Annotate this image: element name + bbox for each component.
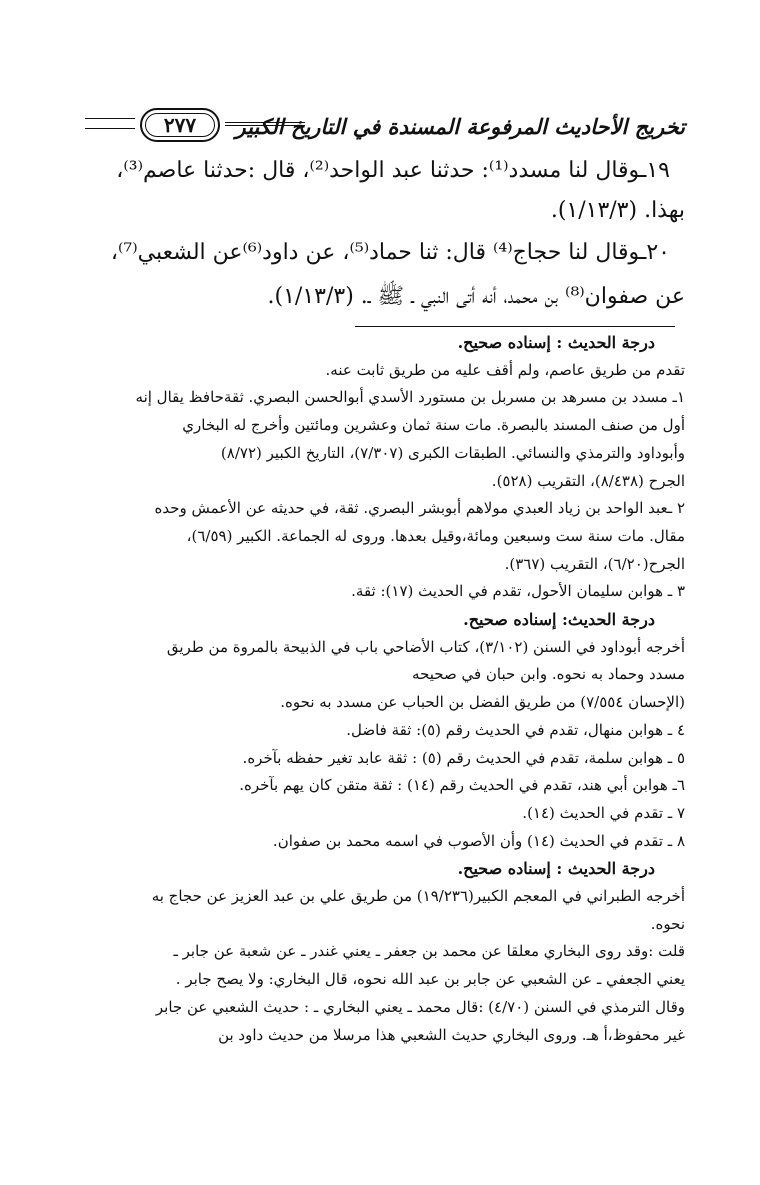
footnote-line: وأبوداود والترمذي والنسائي. الطبقات الكبرى (٧/٣٠٧)، التاريخ الكبير (٨/٧٢) bbox=[220, 443, 685, 462]
footnote-line: ٧ ـ تقدم في الحديث (١٤). bbox=[522, 803, 685, 822]
footnote-line: ٣ ـ هوابن سليمان الأحول، تقدم في الحديث (١٧): ثقة. bbox=[351, 582, 685, 601]
footnote-heading: درجة الحديث : إسناده صحيح. bbox=[457, 859, 655, 879]
footnote-line: ٥ ـ هوابن سلمة، تقدم في الحديث رقم (٥) : ثقة عابد تغير حفظه بآخره. bbox=[242, 748, 685, 767]
footnote-line: مقال. مات سنة ست وسبعين ومائة،وقيل بعدها. وروى له الجماعة. الكبير (٦/٥٩)، bbox=[186, 526, 685, 545]
footnote-line: أخرجه الطبراني في المعجم الكبير(١٩/٢٣٦) من طريق علي بن عبد العزيز عن حجاج به bbox=[151, 887, 685, 905]
footnote-line: الجرح(٦/٢٠)، التقريب (٣٦٧). bbox=[504, 554, 685, 573]
footnote-line: ٦ـ هوابن أبي هند، تقدم في الحديث رقم (١٤) : ثقة متقن كان يهم بآخره. bbox=[239, 776, 685, 795]
footnote-line: (الإحسان ٧/٥٥٤) من طريق الفضل بن الحباب عن مسدد به نحوه. bbox=[280, 693, 685, 712]
page-number: ٢٧٧ bbox=[163, 113, 197, 137]
footnote-line: الجرح (٨/٤٣٨)، التقريب (٥٢٨). bbox=[491, 471, 685, 490]
header-rule-left-top bbox=[85, 118, 135, 119]
footnote-line: تقدم من طريق عاصم، ولم أقف عليه من طريق ثابت عنه. bbox=[325, 360, 685, 379]
footnote-line: مسدد وحماد به نحوه. وابن حبان في صحيحه bbox=[412, 665, 685, 684]
footnote-separator bbox=[355, 326, 675, 327]
footnote-line: ٤ ـ هوابن منهال، تقدم في الحديث رقم (٥): ثقة فاضل. bbox=[346, 720, 685, 739]
running-title: تخريج الأحاديث المرفوعة المسندة في التاريخ الكبير bbox=[235, 114, 685, 139]
footnote-line: يعني الجعفي ـ عن الشعبي عن جابر بن عبد الله نحوه، قال البخاري: ولا يصح جابر . bbox=[175, 970, 685, 989]
footnote-line: غير محفوظ،أ هـ. وروى البخاري حديث الشعبي هذا مرسلا من حديث داود بن bbox=[218, 1025, 685, 1044]
footnote-line: نحوه. bbox=[650, 914, 685, 933]
header-rule-left-bottom bbox=[85, 128, 135, 129]
main-line-3: ٢٠ـوقال لنا حجاج⁽⁴⁾ قال: ثنا حماد⁽⁵⁾، عن داود⁽⁶⁾عن الشعبي⁽⁷⁾، bbox=[110, 240, 670, 265]
page-number-badge bbox=[140, 108, 220, 142]
page-number-badge-inner bbox=[145, 113, 215, 137]
footnote-line: ١ـ مسدد بن مسرهد بن مسربل بن مستورد الأسدي أبوالحسن البصري. ثقةحافظ يقال إنه bbox=[135, 388, 685, 407]
footnote-heading: درجة الحديث : إسناده صحيح. bbox=[457, 333, 655, 352]
main-line-2: بهذا. (١/١٣/٣). bbox=[550, 198, 685, 223]
footnote-line: ٢ ـعبد الواحد بن زياد العبدي مولاهم أبوبشر البصري. ثقة، في حديثه عن الأعمش وحده bbox=[154, 499, 685, 518]
main-line-4: عن صفوان⁽⁸⁾ بن محمد، أنه أتى النبي ـ ﷺ ـ. (١/١٣/٣). bbox=[267, 284, 685, 309]
footnote-line: وقال الترمذي في السنن (٤/٧٠) :قال محمد ـ يعني البخاري ـ : حديث الشعبي عن جابر bbox=[155, 997, 685, 1016]
page-header bbox=[85, 100, 685, 150]
main-line-1: ١٩ـوقال لنا مسدد⁽¹⁾: حدثنا عبد الواحد⁽²⁾، قال :حدثنا عاصم⁽³⁾، bbox=[116, 158, 670, 183]
footnote-heading: درجة الحديث: إسناده صحيح. bbox=[463, 610, 655, 629]
footnote-line: قلت :وقد روى البخاري معلقا عن محمد بن جعفر ـ يعني غندر ـ عن شعبة عن جابر ـ bbox=[173, 942, 685, 961]
footnote-line: ٨ ـ تقدم في الحديث (١٤) وأن الأصوب في اسمه محمد بن صفوان. bbox=[272, 831, 685, 850]
footnote-line: أخرجه أبوداود في السنن (٣/١٠٢)، كتاب الأضاحي باب في الذبيحة بالمروة من طريق bbox=[166, 637, 685, 656]
footnote-line: أول من صنف المسند بالبصرة. مات سنة ثمان وعشرين ومائتين وأخرج له البخاري bbox=[182, 416, 685, 435]
